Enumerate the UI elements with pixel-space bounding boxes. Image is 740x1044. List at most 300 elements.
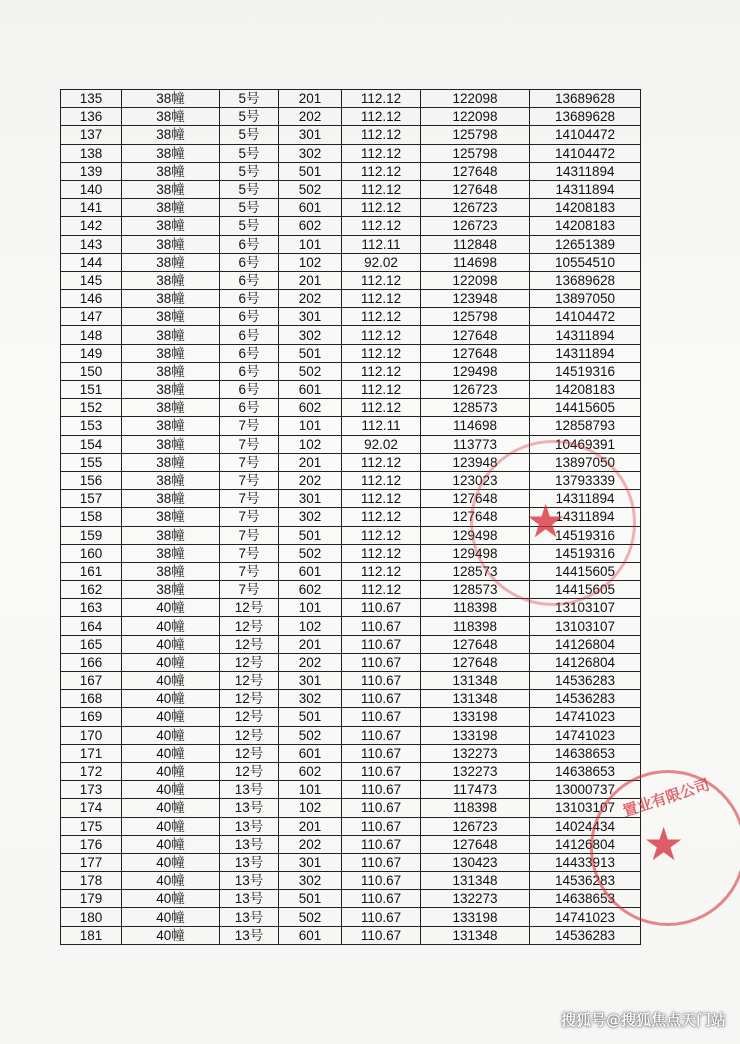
table-cell: 7号 (220, 417, 279, 435)
table-cell: 13号 (220, 835, 279, 853)
table-cell: 202 (279, 471, 342, 489)
table-cell: 6号 (220, 344, 279, 362)
table-cell: 167 (61, 672, 122, 690)
table-cell: 601 (279, 381, 342, 399)
table-cell: 13897050 (530, 290, 641, 308)
table-cell: 38幢 (122, 180, 220, 198)
table-cell: 14311894 (530, 508, 641, 526)
table-cell: 602 (279, 762, 342, 780)
table-cell: 152 (61, 399, 122, 417)
table-cell: 14024434 (530, 817, 641, 835)
table-cell: 132273 (421, 890, 530, 908)
table-cell: 112.12 (342, 144, 421, 162)
table-cell: 131348 (421, 672, 530, 690)
table-cell: 112.12 (342, 308, 421, 326)
table-cell: 13号 (220, 781, 279, 799)
table-cell: 14415605 (530, 562, 641, 580)
table-row (61, 653, 641, 671)
table-cell: 13号 (220, 817, 279, 835)
table-cell: 146 (61, 290, 122, 308)
table-cell: 156 (61, 471, 122, 489)
table-cell: 112.12 (342, 362, 421, 380)
table-cell: 40幢 (122, 690, 220, 708)
table-cell: 150 (61, 362, 122, 380)
table-cell: 38幢 (122, 417, 220, 435)
table-cell: 92.02 (342, 435, 421, 453)
table-row (61, 435, 641, 453)
table-cell: 14741023 (530, 726, 641, 744)
table-cell: 201 (279, 453, 342, 471)
table-cell: 5号 (220, 162, 279, 180)
table-cell: 118398 (421, 617, 530, 635)
table-cell: 38幢 (122, 144, 220, 162)
table-cell: 38幢 (122, 435, 220, 453)
table-row (61, 399, 641, 417)
table-cell: 112.12 (342, 544, 421, 562)
table-row (61, 799, 641, 817)
table-cell: 14519316 (530, 362, 641, 380)
table-cell: 126723 (421, 217, 530, 235)
table-cell: 602 (279, 399, 342, 417)
table-cell: 301 (279, 853, 342, 871)
table-row (61, 926, 641, 944)
table-cell: 13号 (220, 799, 279, 817)
table-cell: 101 (279, 781, 342, 799)
table-cell: 38幢 (122, 290, 220, 308)
table-cell: 164 (61, 617, 122, 635)
table-cell: 14104472 (530, 308, 641, 326)
source-watermark: 搜狐号@搜狐焦点天门站 (560, 1011, 726, 1029)
table-cell: 110.67 (342, 744, 421, 762)
table-cell: 172 (61, 762, 122, 780)
table-cell: 38幢 (122, 326, 220, 344)
table-row (61, 890, 641, 908)
table-cell: 14536283 (530, 672, 641, 690)
table-cell: 112.12 (342, 90, 421, 108)
table-cell: 10469391 (530, 435, 641, 453)
table-cell: 40幢 (122, 744, 220, 762)
table-cell: 128573 (421, 399, 530, 417)
table-cell: 12号 (220, 599, 279, 617)
table-cell: 173 (61, 781, 122, 799)
table-cell: 6号 (220, 253, 279, 271)
table-row (61, 199, 641, 217)
table-cell: 110.67 (342, 781, 421, 799)
table-cell: 6号 (220, 399, 279, 417)
table-cell: 502 (279, 908, 342, 926)
table-cell: 40幢 (122, 708, 220, 726)
table-cell: 14433913 (530, 853, 641, 871)
table-cell: 140 (61, 180, 122, 198)
table-cell: 112.12 (342, 217, 421, 235)
table-cell: 201 (279, 817, 342, 835)
table-cell: 160 (61, 544, 122, 562)
table-cell: 13689628 (530, 108, 641, 126)
table-cell: 38幢 (122, 199, 220, 217)
table-body (61, 90, 641, 945)
table-cell: 179 (61, 890, 122, 908)
table-cell: 131348 (421, 872, 530, 890)
table-cell: 133198 (421, 726, 530, 744)
table-cell: 501 (279, 526, 342, 544)
table-cell: 112.12 (342, 453, 421, 471)
table-cell: 127648 (421, 326, 530, 344)
table-cell: 161 (61, 562, 122, 580)
table-cell: 13号 (220, 926, 279, 944)
table-cell: 148 (61, 326, 122, 344)
table-cell: 38幢 (122, 344, 220, 362)
table-cell: 38幢 (122, 90, 220, 108)
table-cell: 14311894 (530, 326, 641, 344)
table-cell: 14519316 (530, 526, 641, 544)
table-cell: 101 (279, 235, 342, 253)
table-cell: 123023 (421, 471, 530, 489)
table-row (61, 853, 641, 871)
table-cell: 301 (279, 672, 342, 690)
table-cell: 110.67 (342, 890, 421, 908)
table-cell: 12651389 (530, 235, 641, 253)
table-cell: 202 (279, 653, 342, 671)
table-cell: 144 (61, 253, 122, 271)
table-cell: 112.12 (342, 108, 421, 126)
table-cell: 12号 (220, 635, 279, 653)
table-cell: 102 (279, 799, 342, 817)
table-cell: 501 (279, 708, 342, 726)
table-cell: 5号 (220, 108, 279, 126)
table-cell: 176 (61, 835, 122, 853)
table-cell: 162 (61, 581, 122, 599)
table-cell: 159 (61, 526, 122, 544)
table-cell: 14311894 (530, 344, 641, 362)
table-row (61, 90, 641, 108)
table-cell: 14536283 (530, 926, 641, 944)
table-cell: 501 (279, 890, 342, 908)
table-cell: 14208183 (530, 199, 641, 217)
table-cell: 6号 (220, 308, 279, 326)
table-cell: 133198 (421, 708, 530, 726)
table-cell: 5号 (220, 144, 279, 162)
table-cell: 110.67 (342, 635, 421, 653)
table-row (61, 326, 641, 344)
table-cell: 7号 (220, 562, 279, 580)
table-cell: 92.02 (342, 253, 421, 271)
table-cell: 301 (279, 308, 342, 326)
table-cell: 112.12 (342, 508, 421, 526)
table-cell: 40幢 (122, 672, 220, 690)
table-cell: 180 (61, 908, 122, 926)
table-cell: 7号 (220, 435, 279, 453)
table-cell: 301 (279, 126, 342, 144)
table-cell: 14519316 (530, 544, 641, 562)
table-cell: 163 (61, 599, 122, 617)
table-cell: 601 (279, 199, 342, 217)
table-cell: 13号 (220, 890, 279, 908)
table-cell: 14104472 (530, 144, 641, 162)
table-row (61, 271, 641, 289)
table-cell: 129498 (421, 544, 530, 562)
table-cell: 112.12 (342, 471, 421, 489)
table-cell: 38幢 (122, 308, 220, 326)
table-cell: 6号 (220, 381, 279, 399)
table-cell: 40幢 (122, 617, 220, 635)
table-cell: 38幢 (122, 381, 220, 399)
table-cell: 7号 (220, 526, 279, 544)
table-cell: 5号 (220, 90, 279, 108)
table-cell: 127648 (421, 180, 530, 198)
table-cell: 14415605 (530, 399, 641, 417)
table-cell: 151 (61, 381, 122, 399)
table-cell: 14536283 (530, 690, 641, 708)
table-cell: 13号 (220, 908, 279, 926)
table-cell: 40幢 (122, 853, 220, 871)
table-cell: 5号 (220, 126, 279, 144)
table-cell: 112.12 (342, 326, 421, 344)
table-cell: 302 (279, 508, 342, 526)
table-cell: 110.67 (342, 599, 421, 617)
table-cell: 125798 (421, 308, 530, 326)
table-cell: 112.12 (342, 126, 421, 144)
table-cell: 118398 (421, 599, 530, 617)
table-row (61, 762, 641, 780)
table-cell: 143 (61, 235, 122, 253)
table-cell: 502 (279, 180, 342, 198)
table-cell: 125798 (421, 144, 530, 162)
table-cell: 13103107 (530, 799, 641, 817)
table-cell: 14104472 (530, 126, 641, 144)
table-row (61, 344, 641, 362)
table-cell: 133198 (421, 908, 530, 926)
table-cell: 177 (61, 853, 122, 871)
table-cell: 202 (279, 835, 342, 853)
table-row (61, 490, 641, 508)
table-cell: 110.67 (342, 908, 421, 926)
table-cell: 135 (61, 90, 122, 108)
table-cell: 112.12 (342, 526, 421, 544)
table-row (61, 144, 641, 162)
table-cell: 301 (279, 490, 342, 508)
table-row (61, 726, 641, 744)
table-cell: 145 (61, 271, 122, 289)
table-cell: 110.67 (342, 853, 421, 871)
table-cell: 12号 (220, 653, 279, 671)
table-row (61, 526, 641, 544)
table-cell: 38幢 (122, 362, 220, 380)
table-cell: 40幢 (122, 926, 220, 944)
table-row (61, 308, 641, 326)
table-row (61, 817, 641, 835)
table-cell: 302 (279, 326, 342, 344)
table-cell: 155 (61, 453, 122, 471)
table-cell: 12号 (220, 672, 279, 690)
table-cell: 110.67 (342, 672, 421, 690)
table-cell: 166 (61, 653, 122, 671)
table-cell: 113773 (421, 435, 530, 453)
table-cell: 5号 (220, 217, 279, 235)
table-cell: 110.67 (342, 926, 421, 944)
table-cell: 13897050 (530, 453, 641, 471)
table-cell: 174 (61, 799, 122, 817)
table-row (61, 562, 641, 580)
table-cell: 117473 (421, 781, 530, 799)
table-cell: 40幢 (122, 799, 220, 817)
table-cell: 38幢 (122, 453, 220, 471)
table-cell: 171 (61, 744, 122, 762)
table-cell: 6号 (220, 290, 279, 308)
table-row (61, 744, 641, 762)
table-row (61, 180, 641, 198)
table-cell: 40幢 (122, 599, 220, 617)
table-cell: 38幢 (122, 162, 220, 180)
seal-text: 置业有限公司 (620, 775, 712, 821)
table-row (61, 108, 641, 126)
table-cell: 165 (61, 635, 122, 653)
table-cell: 202 (279, 290, 342, 308)
table-cell: 38幢 (122, 108, 220, 126)
table-cell: 13689628 (530, 271, 641, 289)
table-cell: 38幢 (122, 399, 220, 417)
table-cell: 126723 (421, 381, 530, 399)
table-cell: 7号 (220, 471, 279, 489)
table-cell: 12号 (220, 762, 279, 780)
table-cell: 14208183 (530, 217, 641, 235)
table-cell: 112.12 (342, 290, 421, 308)
table-cell: 112.11 (342, 417, 421, 435)
table-row (61, 417, 641, 435)
table-row (61, 381, 641, 399)
table-cell: 12号 (220, 690, 279, 708)
table-cell: 122098 (421, 108, 530, 126)
table-cell: 7号 (220, 508, 279, 526)
table-row (61, 235, 641, 253)
table-cell: 12号 (220, 726, 279, 744)
table-cell: 5号 (220, 180, 279, 198)
table-cell: 127648 (421, 635, 530, 653)
table-cell: 138 (61, 144, 122, 162)
table-cell: 110.67 (342, 762, 421, 780)
table-cell: 502 (279, 362, 342, 380)
table-cell: 114698 (421, 417, 530, 435)
table-cell: 112.12 (342, 199, 421, 217)
table-cell: 102 (279, 253, 342, 271)
table-cell: 127648 (421, 490, 530, 508)
table-cell: 112.12 (342, 399, 421, 417)
table-cell: 40幢 (122, 872, 220, 890)
table-cell: 110.67 (342, 690, 421, 708)
table-cell: 40幢 (122, 890, 220, 908)
table-cell: 110.67 (342, 835, 421, 853)
table-cell: 40幢 (122, 817, 220, 835)
table-row (61, 471, 641, 489)
table-cell: 153 (61, 417, 122, 435)
table-cell: 13000737 (530, 781, 641, 799)
table-cell: 601 (279, 926, 342, 944)
table-row (61, 253, 641, 271)
table-row (61, 835, 641, 853)
table-row (61, 690, 641, 708)
table-cell: 130423 (421, 853, 530, 871)
table-cell: 110.67 (342, 817, 421, 835)
table-cell: 112.12 (342, 381, 421, 399)
table-cell: 129498 (421, 526, 530, 544)
table-row (61, 672, 641, 690)
table-cell: 38幢 (122, 526, 220, 544)
table-row (61, 617, 641, 635)
table-cell: 40幢 (122, 781, 220, 799)
table-cell: 7号 (220, 544, 279, 562)
table-cell: 38幢 (122, 544, 220, 562)
table-cell: 6号 (220, 326, 279, 344)
table-cell: 131348 (421, 926, 530, 944)
table-cell: 127648 (421, 835, 530, 853)
table-cell: 137 (61, 126, 122, 144)
table-cell: 201 (279, 90, 342, 108)
table-cell: 112.11 (342, 235, 421, 253)
table-cell: 112.12 (342, 490, 421, 508)
table-cell: 602 (279, 217, 342, 235)
table-cell: 101 (279, 417, 342, 435)
table-row (61, 126, 641, 144)
table-cell: 147 (61, 308, 122, 326)
table-cell: 112.12 (342, 581, 421, 599)
table-cell: 14415605 (530, 581, 641, 599)
table-cell: 110.67 (342, 872, 421, 890)
table-row (61, 872, 641, 890)
table-row (61, 508, 641, 526)
table-row (61, 708, 641, 726)
table-cell: 101 (279, 599, 342, 617)
table-cell: 181 (61, 926, 122, 944)
table-cell: 154 (61, 435, 122, 453)
table-cell: 132273 (421, 744, 530, 762)
table-cell: 14638653 (530, 890, 641, 908)
table-cell: 5号 (220, 199, 279, 217)
table-cell: 40幢 (122, 653, 220, 671)
table-cell: 40幢 (122, 635, 220, 653)
table-cell: 14638653 (530, 744, 641, 762)
table-cell: 201 (279, 271, 342, 289)
table-cell: 149 (61, 344, 122, 362)
seal-star-icon: ★ (643, 817, 685, 871)
table-cell: 112.12 (342, 271, 421, 289)
table-cell: 501 (279, 162, 342, 180)
table-cell: 38幢 (122, 562, 220, 580)
table-cell: 601 (279, 562, 342, 580)
table-cell: 128573 (421, 562, 530, 580)
table-row (61, 453, 641, 471)
table-cell: 129498 (421, 362, 530, 380)
table-cell: 202 (279, 108, 342, 126)
table-cell: 302 (279, 144, 342, 162)
table-cell: 112.12 (342, 162, 421, 180)
table-row (61, 781, 641, 799)
table-cell: 112.12 (342, 562, 421, 580)
table-cell: 38幢 (122, 581, 220, 599)
table-cell: 178 (61, 872, 122, 890)
table-cell: 14638653 (530, 762, 641, 780)
table-cell: 127648 (421, 344, 530, 362)
table-cell: 501 (279, 344, 342, 362)
table-cell: 14126804 (530, 835, 641, 853)
table-cell: 125798 (421, 126, 530, 144)
table-row (61, 162, 641, 180)
table-cell: 6号 (220, 235, 279, 253)
table-cell: 112.12 (342, 344, 421, 362)
table-cell: 38幢 (122, 471, 220, 489)
table-cell: 142 (61, 217, 122, 235)
table-cell: 14741023 (530, 708, 641, 726)
table-cell: 127648 (421, 653, 530, 671)
table-cell: 12号 (220, 708, 279, 726)
